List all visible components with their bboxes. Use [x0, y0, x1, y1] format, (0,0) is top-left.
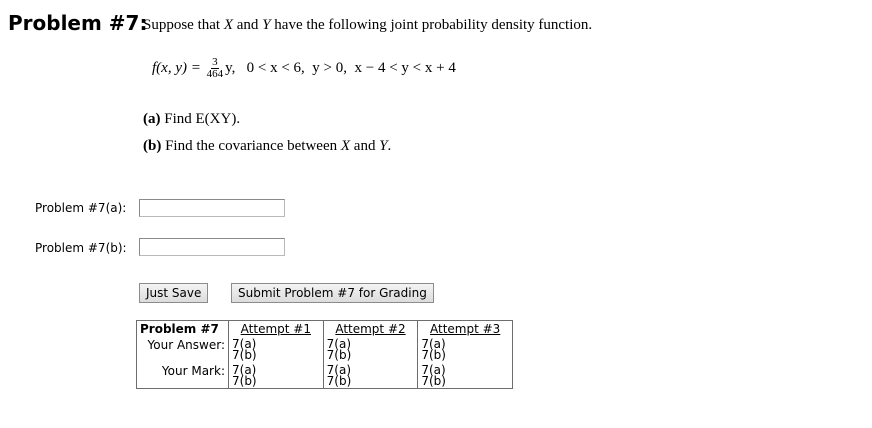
answer-3-b: 7(b)	[421, 348, 446, 362]
answer-a-label: Problem #7(a):	[35, 201, 127, 215]
fraction-numerator: 3	[212, 56, 218, 68]
answer-1-a: 7(a)	[232, 337, 257, 351]
density-formula	[152, 57, 456, 80]
answer-b-input[interactable]	[139, 238, 285, 256]
mark-1-a: 7(a)	[232, 363, 257, 377]
mark-3-a: 7(a)	[421, 363, 446, 377]
part-b-y: Y	[379, 138, 388, 154]
part-b-end: .	[387, 138, 392, 154]
mark-3-b: 7(b)	[421, 374, 446, 388]
mark-1-b: 7(b)	[232, 374, 257, 388]
answer-a-input[interactable]	[139, 199, 285, 217]
problem-prompt	[143, 17, 592, 34]
mark-cell-3	[418, 362, 513, 389]
mark-2-a: 7(a)	[326, 363, 352, 377]
mark-cell-1	[229, 362, 324, 389]
answer-2-a: 7(a)	[326, 337, 352, 351]
your-answer-row	[137, 336, 513, 362]
submit-grading-button[interactable]: Submit Problem #7 for Grading	[231, 283, 434, 303]
attempt-3-link[interactable]: Attempt #3	[418, 321, 513, 337]
answer-cell-1	[229, 336, 324, 362]
answer-b-label: Problem #7(b):	[35, 241, 127, 255]
mark-cell-2	[323, 362, 418, 389]
attempts-header-row	[137, 321, 513, 337]
part-b-tag: (b)	[143, 138, 162, 154]
prompt-text-1: Suppose that	[143, 17, 224, 33]
part-b-x: X	[340, 138, 351, 154]
prompt-and: and	[233, 17, 263, 33]
answer-cell-3	[418, 336, 513, 362]
just-save-button[interactable]: Just Save	[139, 283, 208, 303]
attempt-1-link[interactable]: Attempt #1	[229, 321, 324, 337]
attempts-table	[136, 320, 513, 389]
answer-3-a: 7(a)	[421, 337, 446, 351]
prompt-text-2: have the following joint probability density function.	[270, 17, 593, 33]
var-y: Y	[262, 17, 271, 33]
attempt-2-link[interactable]: Attempt #2	[323, 321, 418, 337]
part-a	[143, 111, 240, 128]
your-answer-label: Your Answer:	[147, 338, 225, 352]
answer-2-b: 7(b)	[326, 348, 352, 362]
formula-lhs: f(x, y) =	[152, 60, 205, 76]
formula-fraction	[207, 57, 224, 80]
your-mark-label: Your Mark:	[161, 364, 225, 378]
attempts-header-label: Problem #7	[140, 322, 219, 336]
answer-1-b: 7(b)	[232, 348, 257, 362]
part-a-tag: (a)	[143, 111, 161, 127]
problem-title: Problem #7:	[8, 11, 148, 35]
part-b	[143, 138, 391, 155]
your-mark-row	[137, 362, 513, 389]
part-b-text: Find the covariance between	[161, 138, 341, 154]
answer-cell-2	[323, 336, 418, 362]
mark-2-b: 7(b)	[326, 374, 352, 388]
part-b-and: and	[350, 138, 380, 154]
var-x: X	[223, 17, 234, 33]
formula-rest: y, 0 < x < 6, y > 0, x − 4 < y < x + 4	[225, 60, 456, 76]
fraction-denominator: 464	[206, 68, 224, 80]
part-a-text: Find E(XY).	[160, 111, 241, 127]
